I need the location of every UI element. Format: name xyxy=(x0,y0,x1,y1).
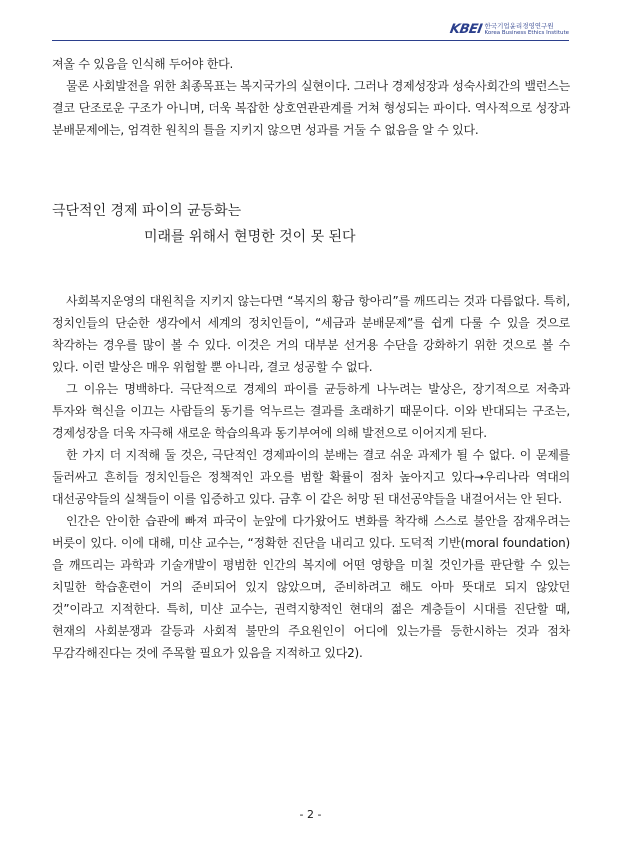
top-section xyxy=(52,53,570,141)
paragraph: 물론 사회발전을 위한 최종목표는 복지국가의 실현이다. 그러나 경제성장과 성숙사회간의 밸런스는 결코 단조로운 구조가 아니며, 더욱 복잡한 상호연관관계를 거쳐 형성되는 파이다. 역사적으로 성장과 분배문제에는, 엄격한 원칙의 틀을 지키지 않으면 성과를 거둘 수 없음을 알 수 있다. xyxy=(52,79,570,137)
logo-english-name: Korea Business Ethics Institute xyxy=(484,29,569,36)
section-heading-line2: 미래를 위해서 현명한 것이 못 된다 xyxy=(144,229,356,245)
page-number: - 2 - xyxy=(299,808,322,821)
section-heading-line1: 극단적인 경제 파이의 균등화는 xyxy=(52,203,242,219)
logo-mark: KBEI xyxy=(448,22,483,37)
paragraph: 인간은 안이한 습관에 빠져 파국이 눈앞에 다가왔어도 변화를 착각해 스스로 불안을 잠재우려는 버릇이 있다. 이에 대해, 미샨 교수는, “정확한 진단을 내리고 있다. 도덕적 기반(moral foundation)을 깨뜨리는 과학과 기술개발이 평범한 인간의 복지에 어떤 영향을 미칠 것인가를 판단할 수 있는 치밀한 학습훈련이 거의 준비되어 있지 않았으며, 준비하려고 해도 아마 뜻대로 되지 않았던 것”이라고 지적한다. 특히, 미샨 교수는, 권력지향적인 현대의 젊은 계층들이 시대를 진단할 때, 현재의 사회분쟁과 갈등과 사회적 불만의 주요원인이 어디에 있는가를 등한시하는 것과 점차 무감각해진다는 것에 주목할 필요가 있음을 지적하고 있다2). xyxy=(52,514,570,660)
paragraph: 그 이유는 명백하다. 극단적으로 경제의 파이를 균등하게 나누려는 발상은, 장기적으로 저축과 투자와 혁신을 이끄는 사람들의 동기를 억누르는 결과를 초래하기 때문이다. 이와 반대되는 구조는, 경제성장을 더욱 자극해 새로운 학습의욕과 동기부여에 의해 발전으로 이어지게 된다. xyxy=(52,382,570,440)
logo-korean-name: 한국기업윤리경영연구원 xyxy=(484,22,554,30)
paragraph: 한 가지 더 지적해 둘 것은, 극단적인 경제파이의 분배는 결코 쉬운 과제가 될 수 없다. 이 문제를 둘러싸고 흔히들 정치인들은 정책적인 과오를 범할 확률이 점차 높아지고 있다→우리나라 역대의 대선공약들의 실책들이 이를 입증하고 있다. 금후 이 같은 허망 된 대선공약들을 내걸어서는 안 된다. xyxy=(52,448,570,506)
logo-text xyxy=(485,23,569,36)
paragraph: 사회복지운영의 대원칙을 지키지 않는다면 “복지의 황금 항아리”를 깨뜨리는 것과 다름없다. 특히, 정치인들의 단순한 생각에서 세계의 정치인들이, “세금과 분배문제”를 쉽게 다룰 수 있을 것으로 착각하는 경우를 많이 볼 수 있다. 이것은 거의 대부분 선거용 수단을 강화하기 위한 것으로 볼 수 있다. 이런 발상은 매우 위험할 뿐 아니라, 결코 성공할 수 없다. xyxy=(52,294,570,374)
header-divider xyxy=(52,40,569,41)
section-heading xyxy=(52,198,570,250)
body-section xyxy=(52,290,570,664)
paragraph-continuation: 져올 수 있음을 인식해 두어야 한다. xyxy=(52,57,234,71)
institute-logo xyxy=(450,22,569,37)
